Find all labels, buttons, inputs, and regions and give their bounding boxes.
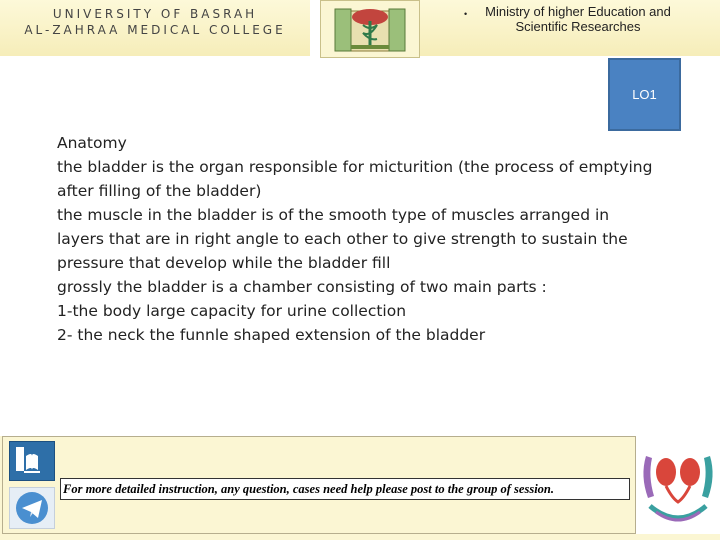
college-logo-icon: [320, 0, 420, 58]
content-heading: Anatomy: [57, 134, 127, 152]
header-right: [420, 0, 720, 56]
telegram-icon[interactable]: [9, 487, 55, 529]
lo-badge: [608, 58, 681, 131]
book-icon[interactable]: [9, 441, 55, 481]
lecture-content: [57, 131, 657, 347]
content-line: 2- the neck the funnle shaped extension of the bladder: [57, 326, 486, 344]
content-line: the bladder is the organ responsible for micturition (the process of emptying after filling of the bladder): [57, 158, 653, 200]
content-line: the muscle in the bladder is of the smooth type of muscles arranged in layers that are in right angle to each other to give strength to sustain the pressure that develop while the bladder fill: [57, 206, 628, 272]
university-name: UNIVERSITY OF BASRAH: [52, 7, 258, 21]
lo-label: LO1: [632, 87, 657, 102]
header-left: [0, 0, 310, 56]
content-line: grossly the bladder is a chamber consisting of two main parts :: [57, 278, 547, 296]
college-name: AL-ZAHRAA MEDICAL COLLEGE: [24, 23, 286, 37]
ministry-name: Ministry of higher Education and Scientific Researches: [485, 4, 671, 34]
bullet: •: [464, 9, 468, 19]
kidney-logo-icon: [636, 436, 720, 534]
footer-instruction: For more detailed instruction, any question, cases need help please post to the group of session.: [60, 478, 630, 500]
content-line: 1-the body large capacity for urine collection: [57, 302, 407, 320]
